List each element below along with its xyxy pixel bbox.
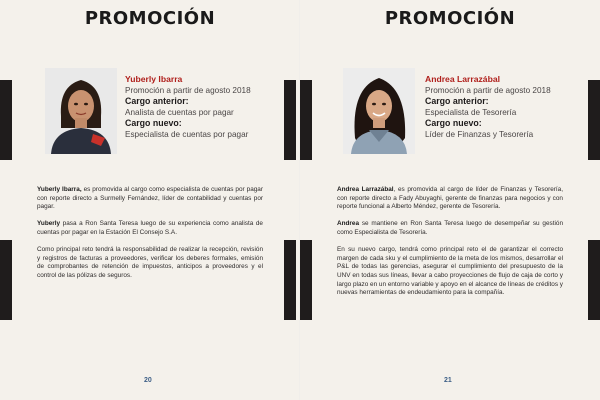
portrait-andrea — [343, 68, 415, 154]
page-number: 20 — [144, 377, 152, 384]
previous-role: Especialista de Tesorería — [425, 108, 517, 117]
paragraph — [37, 246, 263, 280]
new-role-label: Cargo nuevo: — [425, 118, 482, 128]
employee-name: Yuberly Ibarra — [125, 74, 183, 84]
promotion-date: Promoción a partir de agosto 2018 — [425, 86, 551, 95]
left-edge-tab-upper — [300, 80, 312, 160]
promotion-info — [425, 74, 551, 140]
name-emphasis: Yuberly — [37, 220, 61, 228]
paragraph — [37, 186, 263, 212]
portrait-photo — [343, 68, 415, 154]
paragraph-text: En su nuevo cargo, tendrá como principal reto el de garantizar el correcto margen de cada sku y el cumplimiento de la meta de los mismos, desarrollar el P&L de todas las gerencias, asegurar el cumplimiento del presupuesto de la UNV en todas sus líneas, llevar a cabo proyecciones de flujo de caja de corto y largo plazo en un entorno variable y apoyo en el alcance de líneas de créditos y nuevas herramientas de endeudamiento para la compañía. — [337, 246, 563, 297]
portrait-photo — [45, 68, 117, 154]
left-edge-tab-lower — [0, 240, 12, 320]
paragraph — [337, 220, 563, 237]
right-edge-tab-lower — [588, 240, 600, 320]
previous-role-label: Cargo anterior: — [425, 96, 489, 106]
page-number: 21 — [444, 377, 452, 384]
name-emphasis: Yuberly Ibarra, — [37, 186, 82, 193]
left-edge-tab-upper — [0, 80, 12, 160]
article-body — [37, 186, 263, 289]
paragraph — [337, 186, 563, 212]
left-edge-tab-lower — [300, 240, 312, 320]
previous-role: Analista de cuentas por pagar — [125, 108, 234, 117]
right-edge-tab-upper — [588, 80, 600, 160]
page-title: PROMOCIÓN — [84, 8, 216, 29]
paragraph-text: es promovida al cargo como especialista de cuentas por pagar con reporte directo a Surmelly Fernández, líder de contabilidad y cuentas por pagar. — [37, 186, 263, 211]
right-edge-tab-lower — [284, 240, 296, 320]
previous-role-label: Cargo anterior: — [125, 96, 189, 106]
promotion-info — [125, 74, 251, 140]
article-body — [337, 186, 563, 306]
portrait-yuberly — [45, 68, 117, 154]
paragraph-text: , es promovida al cargo de líder de Finanzas y Tesorería, con reporte directo a Fady Abuyaghi, gerente de finanzas para negocios y con reporte funcional a Alberto Méndez, gerente de Tesorería. — [337, 186, 563, 211]
new-role: Especialista de cuentas por pagar — [125, 130, 249, 139]
paragraph-text: pasa a Ron Santa Teresa luego de su experiencia como analista de cuentas por pagar en la Estación El Consejo S.A. — [37, 220, 263, 236]
employee-name: Andrea Larrazábal — [425, 74, 500, 84]
paragraph-text: se mantiene en Ron Santa Teresa luego de desempeñar su gestión como Especialista de Tesorería. — [337, 220, 563, 236]
paragraph — [337, 246, 563, 298]
name-emphasis: Andrea — [337, 220, 360, 228]
new-role: Líder de Finanzas y Tesorería — [425, 130, 534, 139]
right-page — [300, 0, 600, 400]
page-title: PROMOCIÓN — [384, 8, 516, 29]
right-edge-tab-upper — [284, 80, 296, 160]
name-emphasis: Andrea Larrazábal — [337, 186, 394, 193]
paragraph — [37, 220, 263, 237]
paragraph-text: Como principal reto tendrá la responsabilidad de realizar la recepción, revisión y registros de facturas a proveedores, verificar los deberes formales, emisión de comprobantes de retención de impuestos, anticipos a proveedores y el control de las pólizas de seguros. — [37, 246, 263, 279]
promotion-date: Promoción a partir de agosto 2018 — [125, 86, 251, 95]
new-role-label: Cargo nuevo: — [125, 118, 182, 128]
